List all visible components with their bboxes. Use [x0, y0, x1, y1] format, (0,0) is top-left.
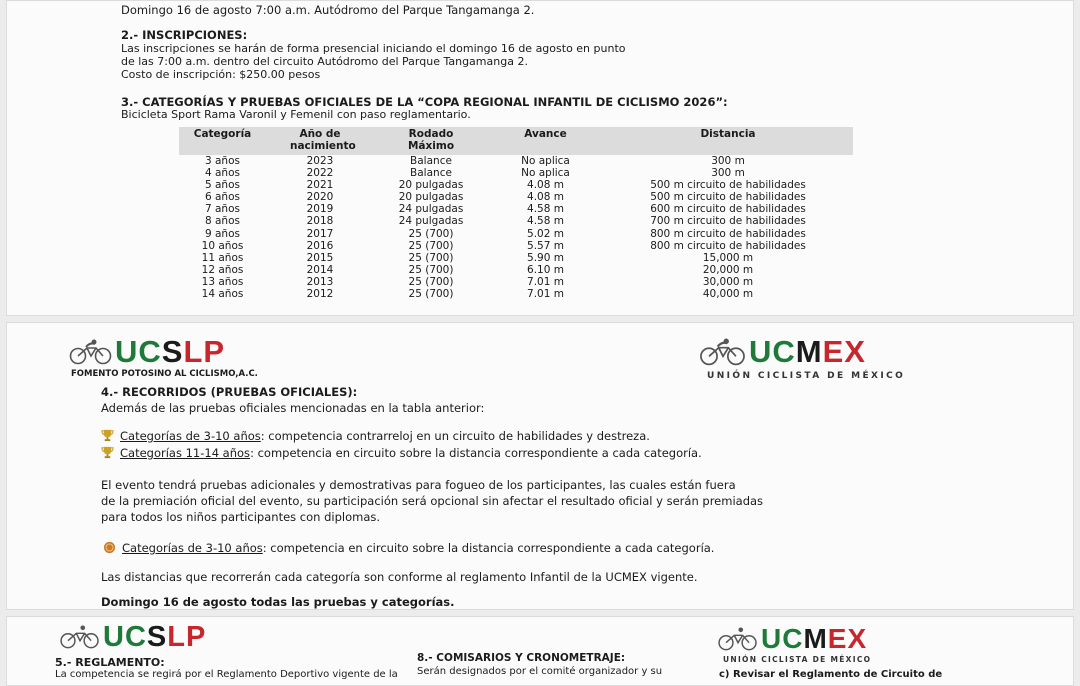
section-3-title: 3.- CATEGORÍAS Y PRUEBAS OFICIALES DE LA “COPA REGIONAL INFANTIL DE CICLISMO 2026”:: [121, 95, 728, 109]
ucslp-wordmark-small: UCSLP: [103, 621, 207, 653]
cell-distancia: 300 m: [711, 167, 745, 180]
cell-categoria: 13 años: [201, 275, 244, 288]
item-3-text: : competencia en circuito sobre la distancia correspondiente a cada categoría.: [262, 541, 715, 555]
cell-avance: No aplica: [521, 155, 570, 167]
cell-avance: 5.02 m: [527, 227, 564, 240]
cell-categoria: 12 años: [201, 263, 244, 276]
table-row: [179, 191, 853, 203]
ucslp-subtitle: FOMENTO POTOSINO AL CICLISMO,A.C.: [71, 369, 258, 379]
cell-categoria: 6 años: [204, 191, 240, 204]
categories-table: [179, 127, 853, 300]
cell-rodado: 25 (700): [408, 227, 454, 240]
cell-rodado: 25 (700): [408, 275, 454, 288]
item-1-label: Categorías de 3-10 años: [120, 429, 261, 443]
cell-categoria: 3 años: [204, 155, 240, 167]
cell-distancia: 30,000 m: [702, 275, 754, 288]
header-rodado-maximo: Rodado Máximo: [374, 127, 488, 155]
ucslp-wordmark: UCSLP: [115, 334, 226, 369]
cell-distancia: 500 m circuito de habilidades: [650, 191, 806, 204]
table-row: [179, 215, 853, 227]
ucslp-logo: [69, 334, 226, 369]
ucmex-wordmark-small: UCMEX: [761, 623, 868, 654]
cyclist-icon: [59, 625, 101, 649]
cell-avance: 7.01 m: [527, 288, 564, 301]
event-date-line: Domingo 16 de agosto 7:00 a.m. Autódromo del Parque Tangamanga 2.: [121, 3, 535, 17]
section-2-line-2: de las 7:00 a.m. dentro del circuito Autódromo del Parque Tangamanga 2.: [121, 55, 528, 68]
cell-ano: 2017: [306, 227, 334, 240]
section-2-cost: Costo de inscripción: $250.00 pesos: [121, 68, 321, 81]
page-section-3: [6, 616, 1074, 686]
cell-ano: 2016: [306, 239, 334, 252]
table-row: [179, 228, 853, 240]
section-8-title: 8.- COMISARIOS Y CRONOMETRAJE:: [417, 652, 626, 664]
trophy-icon: [101, 429, 114, 442]
header-categoria: Categoría: [179, 127, 266, 155]
cyclist-icon: [699, 338, 747, 366]
item-3-label: Categorías de 3-10 años: [122, 541, 263, 555]
section-4-distances: Las distancias que recorrerán cada categoría son conforme al reglamento Infantil de la UCMEX vigente.: [101, 570, 698, 584]
cell-avance: 4.08 m: [527, 191, 564, 204]
section-4-paragraph-line-2: de la premiación oficial del evento, su participación será opcional sin afectar el resultado oficial y serán premiadas: [101, 494, 764, 508]
cell-categoria: 8 años: [204, 215, 240, 228]
cell-categoria: 14 años: [201, 288, 244, 301]
list-item-trophy-1: [101, 429, 650, 443]
cell-distancia: 700 m circuito de habilidades: [650, 215, 806, 228]
cell-ano: 2012: [306, 288, 334, 301]
cell-rodado: 20 pulgadas: [398, 179, 464, 192]
cell-rodado: 25 (700): [408, 239, 454, 252]
page-section-1: [6, 0, 1074, 316]
cell-categoria: 5 años: [204, 179, 240, 192]
cell-avance: 7.01 m: [527, 275, 564, 288]
cell-distancia: 40,000 m: [702, 288, 754, 301]
section-2-line-1: Las inscripciones se harán de forma presencial iniciando el domingo 16 de agosto en punto: [121, 42, 626, 55]
ucmex-logo: [699, 334, 866, 369]
table-row: [179, 203, 853, 215]
section-8-line-1: Serán designados por el comité organizador y su: [417, 666, 663, 677]
list-item-trophy-2: [101, 446, 702, 460]
section-4-intro: Además de las pruebas oficiales mencionadas en la tabla anterior:: [101, 401, 485, 415]
cell-categoria: 10 años: [201, 239, 244, 252]
cell-rodado: 20 pulgadas: [398, 191, 464, 204]
header-avance: Avance: [488, 127, 603, 155]
cell-distancia: 600 m circuito de habilidades: [650, 203, 806, 216]
table-row: [179, 167, 853, 179]
cell-distancia: 15,000 m: [702, 251, 754, 264]
ucmex-logo-small: [717, 625, 867, 653]
section-5-line-1: La competencia se regirá por el Reglamento Deportivo vigente de la: [55, 669, 398, 680]
section-4-paragraph-line-3: para todos los niños participantes con diplomas.: [101, 510, 381, 524]
ucmex-wordmark: UCMEX: [749, 334, 866, 369]
page-section-2: [6, 322, 1074, 610]
cell-rodado: 25 (700): [408, 251, 454, 264]
cell-categoria: 11 años: [201, 251, 244, 264]
table-row: [179, 288, 853, 300]
cell-rodado: Balance: [410, 167, 452, 180]
header-ano-nacimiento: Año de nacimiento: [266, 127, 374, 155]
cyclist-icon: [717, 627, 759, 651]
section-4-closing: Domingo 16 de agosto todas las pruebas y categorías.: [101, 595, 455, 609]
cell-avance: 5.57 m: [527, 239, 564, 252]
cell-rodado: 24 pulgadas: [398, 203, 464, 216]
cell-ano: 2019: [306, 203, 334, 216]
cell-ano: 2013: [306, 275, 334, 288]
table-row: [179, 276, 853, 288]
cell-avance: 5.90 m: [527, 251, 564, 264]
section-4-paragraph-line-1: El evento tendrá pruebas adicionales y demostrativas para fogueo de los participantes, las cuales están fuera: [101, 478, 736, 492]
cell-avance: 4.08 m: [527, 179, 564, 192]
cell-distancia: 300 m: [711, 155, 745, 167]
medal-icon: [103, 541, 116, 554]
table-row: [179, 264, 853, 276]
cell-rodado: 25 (700): [408, 288, 454, 301]
cell-avance: No aplica: [521, 167, 570, 180]
cell-ano: 2022: [306, 167, 334, 180]
cell-ano: 2015: [306, 251, 334, 264]
ucmex-subtitle-small: UNIÓN CICLISTA DE MÉXICO: [723, 655, 872, 664]
item-2-text: : competencia en circuito sobre la distancia correspondiente a cada categoría.: [250, 446, 702, 460]
item-1-text: : competencia contrarreloj en un circuito de habilidades y destreza.: [260, 429, 650, 443]
cell-avance: 4.58 m: [527, 215, 564, 228]
section-3-subtitle: Bicicleta Sport Rama Varonil y Femenil con paso reglamentario.: [121, 108, 471, 121]
header-distancia: Distancia: [603, 127, 853, 155]
table-row: [179, 240, 853, 252]
list-item-medal: [103, 541, 714, 555]
cell-avance: 6.10 m: [527, 263, 564, 276]
cell-distancia: 500 m circuito de habilidades: [650, 179, 806, 192]
cell-ano: 2014: [306, 263, 334, 276]
section-2-title: 2.- INSCRIPCIONES:: [121, 28, 248, 42]
trophy-icon: [101, 446, 114, 459]
cell-categoria: 9 años: [204, 227, 240, 240]
cell-ano: 2020: [306, 191, 334, 204]
section-5-title: 5.- REGLAMENTO:: [55, 656, 165, 669]
item-2-label: Categorías 11-14 años: [120, 446, 251, 460]
table-row: [179, 179, 853, 191]
cell-ano: 2018: [306, 215, 334, 228]
cell-rodado: 25 (700): [408, 263, 454, 276]
ucslp-logo-small: [59, 623, 206, 651]
cell-ano: 2023: [306, 155, 334, 167]
table-row: [179, 155, 853, 167]
section-4-title: 4.- RECORRIDOS (PRUEBAS OFICIALES):: [101, 385, 358, 399]
table-row: [179, 252, 853, 264]
cell-categoria: 4 años: [204, 167, 240, 180]
table-header-row: [179, 127, 853, 155]
ucmex-subtitle: UNIÓN CICLISTA DE MÉXICO: [707, 371, 906, 381]
section-c-line-1: c) Revisar el Reglamento de Circuito de: [719, 669, 943, 680]
cell-categoria: 7 años: [204, 203, 240, 216]
cell-distancia: 800 m circuito de habilidades: [650, 239, 806, 252]
cell-rodado: 24 pulgadas: [398, 215, 464, 228]
cell-distancia: 800 m circuito de habilidades: [650, 227, 806, 240]
cell-distancia: 20,000 m: [702, 263, 754, 276]
cyclist-icon: [69, 339, 113, 365]
cell-avance: 4.58 m: [527, 203, 564, 216]
cell-rodado: Balance: [410, 155, 452, 167]
cell-ano: 2021: [306, 179, 334, 192]
